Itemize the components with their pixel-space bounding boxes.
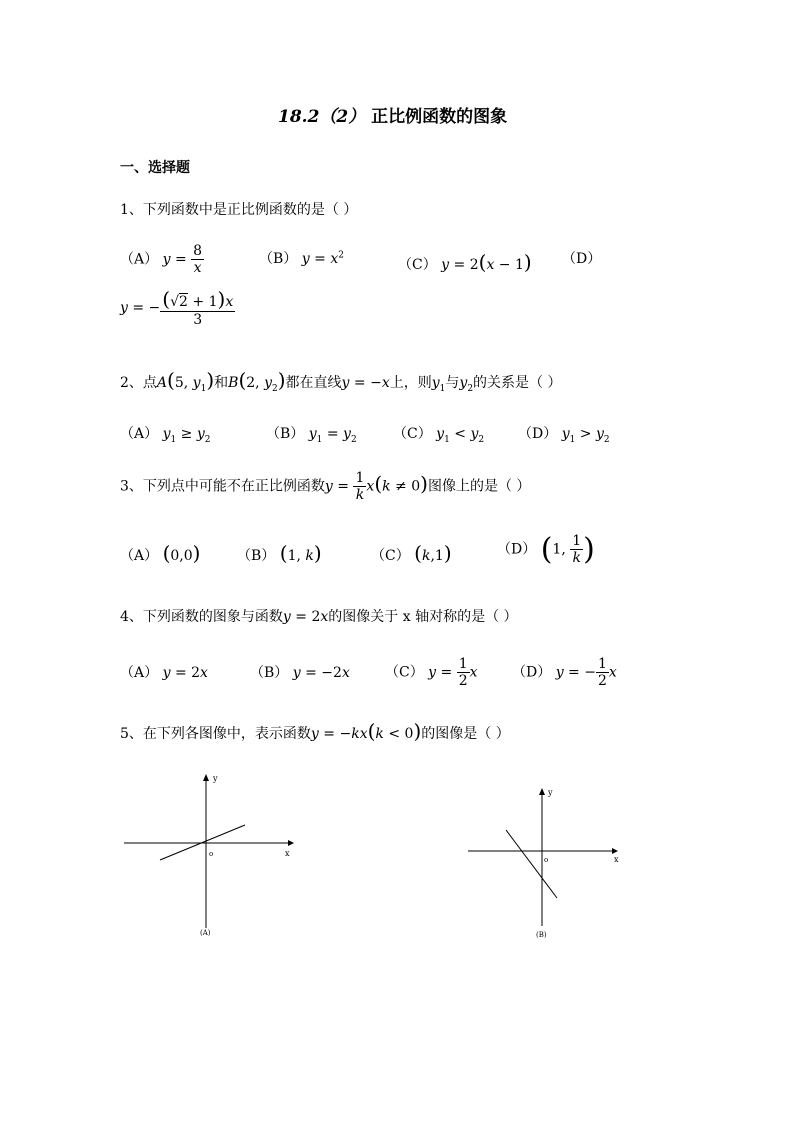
question-3-option-a: （A） (0,0) bbox=[120, 541, 201, 565]
page-title bbox=[278, 109, 507, 126]
question-3-stem: 3、下列点中可能不在正比例函数y = $\frac{1}{k}$ x(k ≠ 0)图像上的是（ ） bbox=[120, 470, 531, 504]
question-2-option-b: （B） $y_1 = y_2$ bbox=[266, 426, 357, 445]
graph-b bbox=[464, 782, 624, 942]
question-2-stem: 2、点A(5, $y_1$)和B(2, $y_2$)都在直线y = −x上，则$y_1$与$y_2$的关系是（ ） bbox=[120, 368, 562, 394]
question-4-stem: 4、下列函数的图象与函数y = 2x的图像关于 x 轴对称的是（ ） bbox=[120, 609, 518, 625]
graph-b-y-label: y bbox=[548, 788, 553, 797]
question-4-option-b: （B） y = −2x bbox=[250, 665, 350, 681]
question-1-option-a: （A） y = $\frac{8}{x}$ bbox=[120, 243, 203, 277]
question-1-option-d-label: （D） bbox=[562, 251, 602, 267]
question-4-option-c: （C） y = $\frac{1}{2}$ x bbox=[385, 656, 478, 690]
graph-a-origin-label: o bbox=[209, 850, 214, 858]
graph-b-y-arrow bbox=[539, 788, 545, 795]
question-4-option-d: （D） y = − $\frac{1}{2}$ x bbox=[512, 656, 617, 690]
graph-b-function-line bbox=[506, 830, 557, 898]
question-5-stem: 5、在下列各图像中，表示函数y = −kx(k < 0)的图像是（ ） bbox=[120, 719, 510, 743]
question-1-option-b: （B） $y = x^2$ bbox=[259, 250, 344, 267]
graph-a-x-arrow bbox=[288, 840, 294, 846]
graph-a-y-label: y bbox=[213, 774, 218, 783]
question-2-option-d: （D） $y_1 > y_2$ bbox=[518, 426, 610, 445]
question-2-option-a: （A） $y_1 \ge y_2$ bbox=[120, 426, 211, 445]
question-1-stem: 1、下列函数中是正比例函数的是（ ） bbox=[120, 202, 358, 218]
question-3-option-b: （B） (1, k) bbox=[237, 541, 322, 565]
question-3-option-d: （D） (1, $\frac{1}{k}$ ) bbox=[497, 531, 595, 567]
question-1-option-d-formula: y = − $\frac{(√2 + 1)x}{3}$ bbox=[120, 287, 234, 328]
question-4-option-a: （A） y = 2x bbox=[120, 665, 208, 681]
question-3-option-c: （C） (k,1) bbox=[371, 541, 452, 565]
graph-a-y-arrow bbox=[203, 774, 209, 781]
section-heading: 一、选择题 bbox=[120, 160, 190, 176]
graph-b-origin-label: o bbox=[544, 856, 549, 864]
graph-b-caption: (B) bbox=[536, 931, 547, 939]
title-text: 正比例函数的图象 bbox=[371, 107, 508, 127]
graph-b-x-arrow bbox=[612, 848, 618, 854]
graph-a-x-label: x bbox=[285, 849, 290, 858]
graph-a-caption: (A) bbox=[200, 929, 211, 937]
graph-b-x-label: x bbox=[614, 855, 619, 864]
question-1-option-c: （C） y = 2(x − 1) bbox=[398, 250, 532, 274]
graph-a bbox=[120, 768, 300, 938]
question-2-option-c: （C） $y_1 < y_2$ bbox=[393, 426, 485, 445]
title-number: 18.2（2） bbox=[278, 107, 366, 127]
